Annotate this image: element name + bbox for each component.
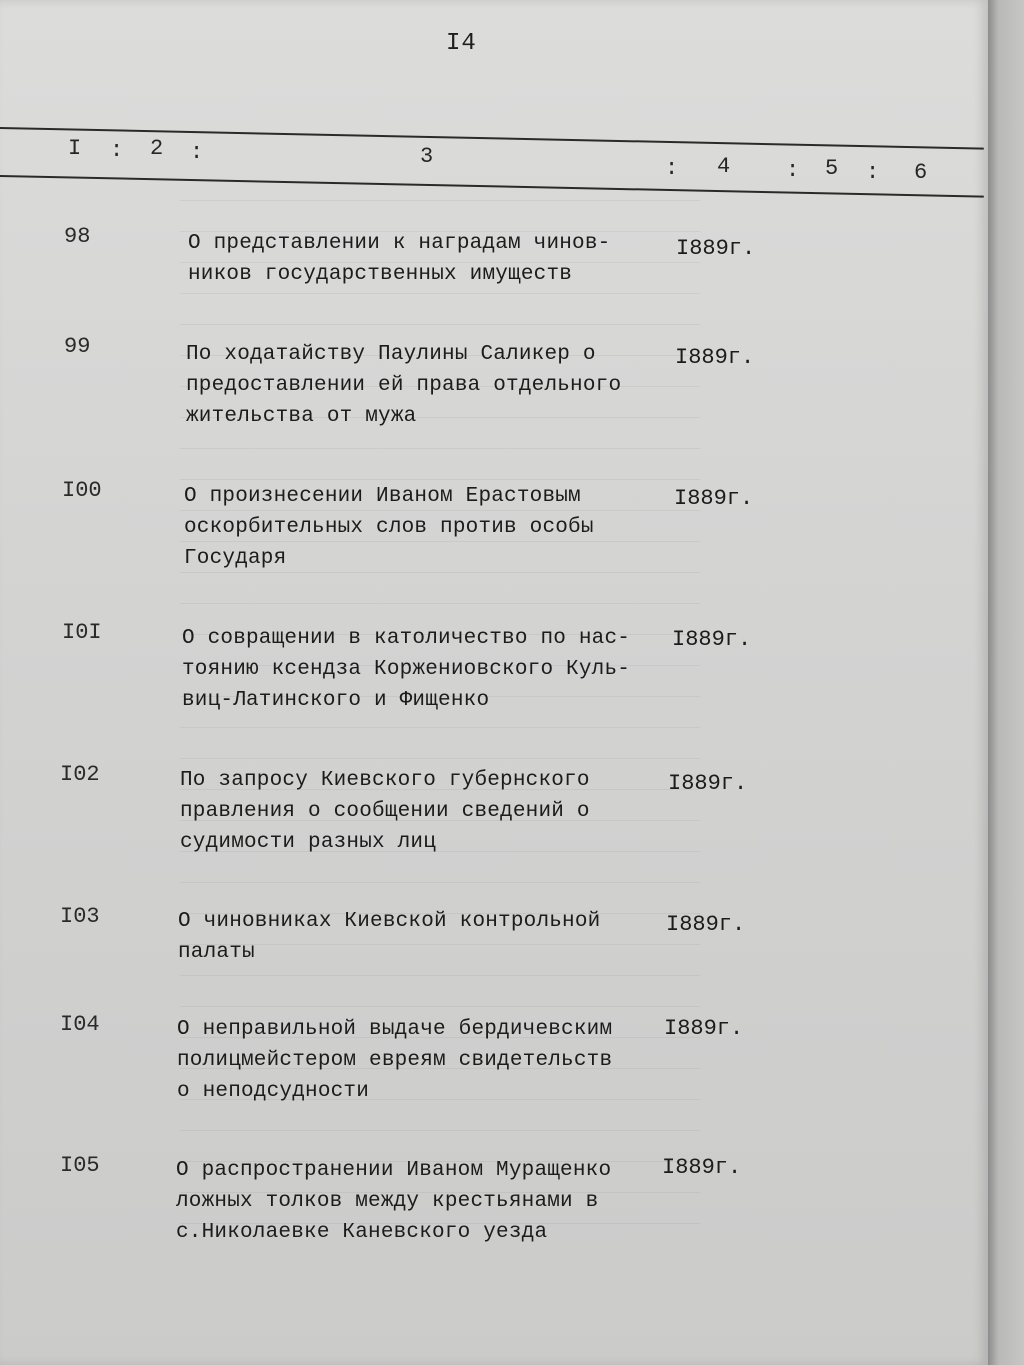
column-separator: : [866, 160, 880, 185]
entry-title-line: О произнесении Иваном Ерастовым [184, 485, 581, 508]
entry-title-line: О распространении Иваном Муращенко [176, 1159, 612, 1182]
entry-title-line: о неподсудности [177, 1080, 370, 1103]
column-header-6: 6 [914, 160, 928, 185]
entry-number: 99 [64, 334, 91, 359]
entry-title-line: оскорбительных слов против особы [184, 516, 594, 539]
entry-year: I889г. [674, 486, 754, 511]
entry-year: I889г. [676, 236, 756, 261]
entry-year: I889г. [662, 1155, 742, 1180]
entry-number: I0I [62, 620, 102, 645]
entry-number: I05 [60, 1153, 100, 1178]
adjacent-page-edge [988, 0, 1024, 1365]
entry-year: I889г. [664, 1016, 744, 1041]
entry-title [186, 339, 621, 432]
entry-year: I889г. [668, 771, 748, 796]
entry-number: I03 [60, 904, 100, 929]
entry-title [178, 906, 600, 968]
entry-year: I889г. [675, 345, 755, 370]
entry-title-line: По запросу Киевского губернского [180, 769, 590, 792]
column-separator: : [190, 140, 204, 165]
entry-title-line: с.Николаевке Каневского уезда [176, 1221, 548, 1244]
column-header-1: I [68, 136, 82, 161]
entry-title-line: По ходатайству Паулины Саликер о [186, 343, 596, 366]
entry-number: 98 [64, 224, 91, 249]
column-header-3: 3 [420, 144, 434, 169]
entry-title-line: Государя [184, 547, 287, 570]
entry-title-line: ложных толков между крестьянами в [176, 1190, 599, 1213]
entry-title-line: О представлении к наградам чинов- [188, 232, 611, 255]
page-number: I4 [446, 30, 477, 57]
entry-number: I00 [62, 478, 102, 503]
entry-year: I889г. [666, 912, 746, 937]
entry-title [182, 623, 630, 716]
entry-title-line: судимости разных лиц [180, 831, 437, 854]
entry-title [177, 1014, 612, 1107]
entry-title-line: О неправильной выдаче бердичевским [177, 1018, 613, 1041]
entry-number: I04 [60, 1012, 100, 1037]
entry-title [188, 228, 610, 290]
entry-title-line: правления о сообщении сведений о [180, 800, 590, 823]
entry-title-line: О совращении в католичество по нас- [182, 627, 631, 650]
column-header-2: 2 [150, 136, 164, 161]
entry-title-line: палаты [178, 941, 255, 964]
entry-title-line: О чиновниках Киевской контрольной [178, 910, 601, 933]
entry-title [176, 1155, 611, 1248]
entry-title [180, 765, 590, 858]
entry-title-line: ников государственных имуществ [188, 263, 573, 286]
entry-title-line: виц-Латинского и Фищенко [182, 689, 490, 712]
entry-title-line: полицмейстером евреям свидетельств [177, 1049, 613, 1072]
column-separator: : [110, 138, 124, 163]
entry-number: I02 [60, 762, 100, 787]
header-top-rule [0, 127, 984, 150]
entry-title [184, 481, 594, 574]
column-header-4: 4 [717, 154, 731, 179]
entry-title-line: жительства от мужа [186, 405, 417, 428]
entry-title-line: тоянию ксендза Коржениовского Куль- [182, 658, 631, 681]
column-separator: : [665, 156, 679, 181]
entry-title-line: предоставлении ей права отдельного [186, 374, 622, 397]
entry-year: I889г. [672, 627, 752, 652]
column-header-5: 5 [825, 156, 839, 181]
column-separator: : [786, 158, 800, 183]
